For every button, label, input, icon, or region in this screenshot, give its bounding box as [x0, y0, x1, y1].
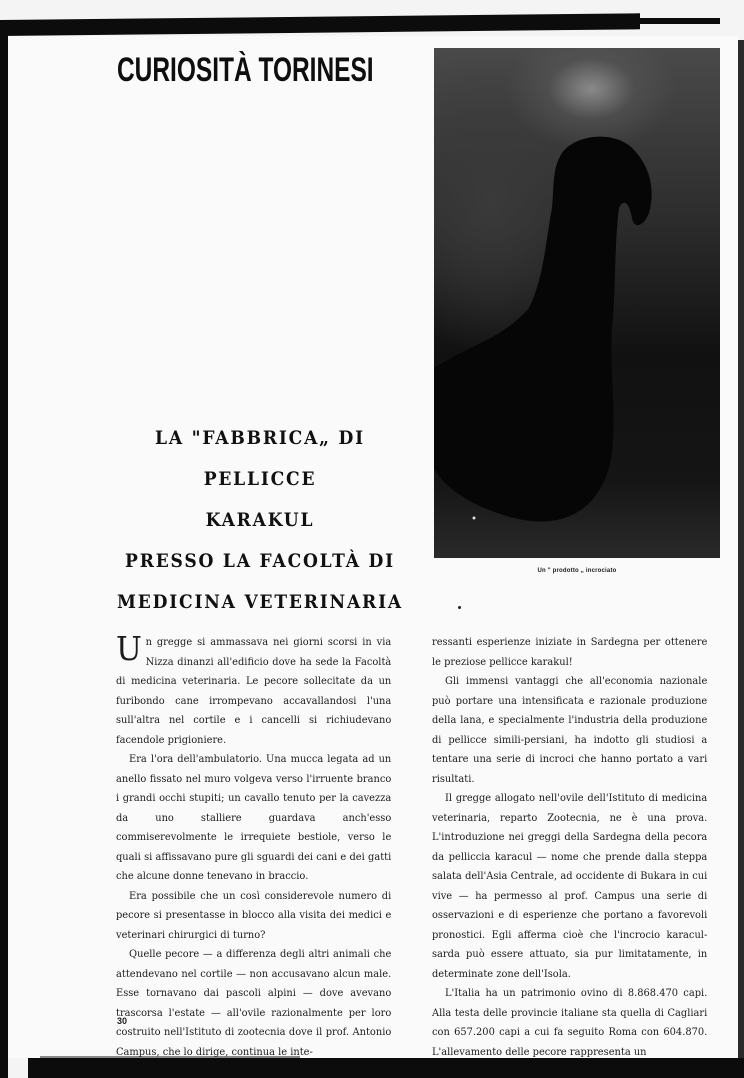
section-title: CURIOSITÀ TORINESI — [117, 51, 374, 89]
paragraph: Il gregge allogato nell'ovile dell'Istituto di medicina veterinaria, reparto Zootecnia, ne è una prova. L'introduzione nei greggi della Sardegna della pecora da pelliccia karacul — nome che prende dalla steppa salata dell'Asia Centrale, ad occidente di Bukara in cui vive — ha permesso al prof. Campus una serie di osservazioni e di esperienze che portano a favorevoli pronostici. Egli afferma cioè che l'incrocio karacul-sarda può essere attuato, sia pur limitatamente, in determinate zone dell'Isola. — [432, 792, 708, 980]
article-column-left — [116, 629, 392, 1062]
page-number: 30 — [117, 1016, 128, 1026]
scan-border-left — [0, 28, 8, 1078]
photo-sheep — [434, 48, 720, 558]
article-headline — [100, 418, 420, 623]
decorative-dot — [458, 606, 461, 609]
paragraph: ressanti esperienze iniziate in Sardegna per ottenere le preziose pellicce karakul! — [432, 636, 708, 668]
drop-cap: U — [116, 629, 142, 668]
headline-line: LA "FABBRICA„ DI PELLICCE — [155, 427, 365, 490]
photo-caption: Un " prodotto „ incrociato — [537, 568, 617, 574]
sheep-silhouette — [434, 48, 720, 558]
paragraph: Era l'ora dell'ambulatorio. Una mucca legata ad un anello fissato nel muro volgeva verso l'irruente branco i grandi occhi stupiti; un cavallo tenuto per la cavezza da uno stalliere guardava anch'esso commiserevolmente le irrequiete bestiole, verso le quali si affissavano pure gli sguardi dei cani e dei gatti che alcune donne tenevano in braccio. — [116, 753, 392, 882]
paragraph — [116, 629, 392, 750]
paragraph: Quelle pecore — a differenza degli altri animali che attendevano nel cortile — non accusavano alcun male. Esse tornavano dai pascoli alpini — dove avevano trascorsa l'estate — all'ovile razionalmente per loro costruito nell'Istituto di zootecnia dove il prof. Antonio Campus, che lo dirige, continua le inte- — [116, 948, 392, 1058]
headline-line: MEDICINA VETERINARIA — [117, 591, 403, 613]
scan-border-top-right — [630, 18, 720, 24]
article-column-right — [432, 633, 707, 1062]
paragraph-text: n gregge si ammassava nei giorni scorsi in via Nizza dinanzi all'edificio dove ha sede la Facoltà di medicina veterinaria. Le pecore sollecitate da un furibondo cane irrompevano accavallandosi l'una sull'altra nel cortile e i cancelli si richiudevano facendole prigioniere. — [116, 636, 392, 746]
headline-line: PRESSO LA FACOLTÀ DI — [125, 550, 395, 572]
paragraph: Gli immensi vantaggi che all'economia nazionale può portare una intensificata e razionale produzione della lana, e specialmente l'industria della produzione di pellicce simili-persiani, ha indotto gli studiosi a tentare una serie di incroci che hanno portato a vari risultati. — [432, 675, 708, 785]
scan-border-right — [738, 40, 744, 1060]
paragraph: L'Italia ha un patrimonio ovino di 8.868.470 capi. Alla testa delle provincie italiane sta quella di Cagliari con 657.200 capi a cui fa seguito Roma con 604.870. L'allevamento delle pecore rappresenta un — [432, 987, 708, 1058]
scan-border-top — [0, 13, 640, 36]
paragraph: Era possibile che un così considerevole numero di pecore si presentasse in blocco alla visita dei medici e veterinari chirurgici di turno? — [116, 889, 392, 941]
headline-line: KARAKUL — [205, 509, 315, 531]
